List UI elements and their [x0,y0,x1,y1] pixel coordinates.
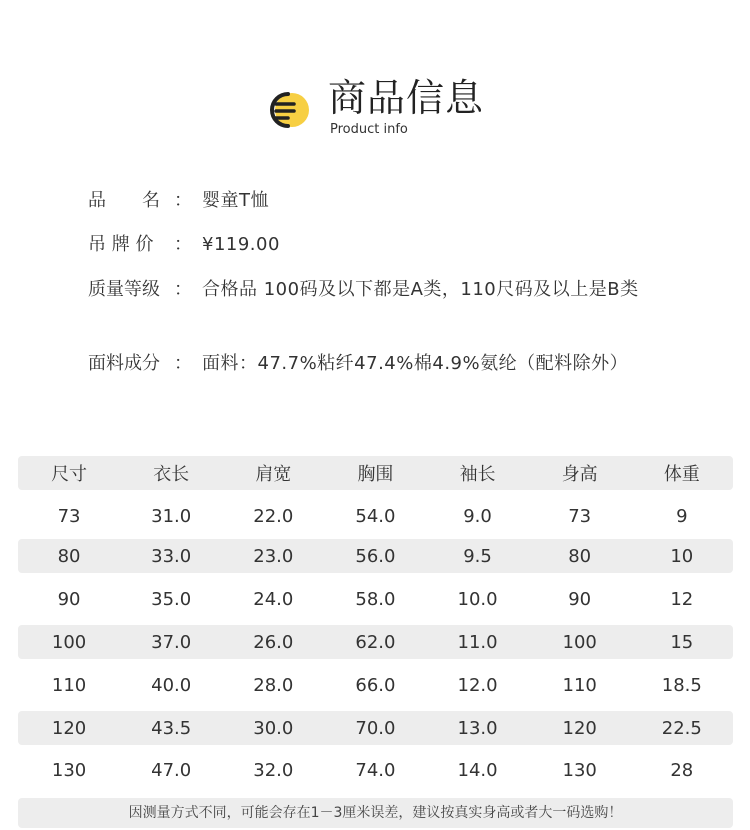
table-cell: 62.0 [355,631,396,653]
table-cell: 100 [51,631,87,653]
table-cell: 120 [51,717,87,739]
info-value: 婴童T恤 [202,190,269,211]
table-cell: 14.0 [457,759,498,781]
table-cell: 73 [57,505,81,527]
table-cell: 22.0 [253,505,294,527]
table-cell: 9.5 [463,545,492,567]
table-row [18,582,733,616]
column-header: 尺寸 [51,464,88,485]
table-row [18,668,733,702]
table-cell: 66.0 [355,674,396,696]
table-cell: 70.0 [355,717,396,739]
table-row [18,753,733,787]
table-cell: 73 [568,505,592,527]
table-cell: 28.0 [253,674,294,696]
column-header: 衣长 [153,464,190,485]
table-cell: 33.0 [151,545,192,567]
table-cell: 74.0 [355,759,396,781]
table-cell: 120 [562,717,597,739]
table-cell: 12 [670,588,694,610]
table-cell: 47.0 [151,759,192,781]
table-cell: 9 [676,505,688,527]
table-cell: 11.0 [457,631,498,653]
table-row [18,625,733,659]
table-cell: 80 [568,545,592,567]
info-colon: ： [174,234,192,255]
table-header-row [18,456,733,490]
table-cell: 43.5 [151,717,192,739]
measurement-note: 因测量方式不同，可能会存在1－3厘米误差，建议按真实身高或者大一码选购！ [18,798,733,828]
table-cell: 32.0 [253,759,294,781]
info-label: 吊 牌 价 [88,234,154,255]
table-cell: 40.0 [151,674,192,696]
table-cell: 10.0 [457,588,498,610]
info-colon: ： [174,353,192,374]
column-header: 体重 [663,464,700,485]
table-cell: 130 [562,759,597,781]
page-subtitle: Product info [330,122,408,137]
column-header: 肩宽 [255,464,292,485]
table-cell: 26.0 [253,631,294,653]
table-cell: 37.0 [151,631,192,653]
column-header: 身高 [561,464,598,485]
table-cell: 30.0 [253,717,294,739]
table-row [18,499,733,533]
table-cell: 13.0 [457,717,498,739]
table-cell: 58.0 [355,588,396,610]
table-cell: 80 [57,545,81,567]
info-value: 面料：47.7%粘纤47.4%棉4.9%氨纶（配料除外） [202,353,629,374]
page-title: 商品信息 [328,76,485,120]
table-cell: 28 [670,759,694,781]
table-cell: 35.0 [151,588,192,610]
table-cell: 31.0 [151,505,192,527]
table-cell: 15 [670,631,694,653]
info-value: 合格品 100码及以下都是A类，110尺码及以上是B类 [202,279,639,300]
table-cell: 22.5 [661,717,702,739]
table-cell: 24.0 [253,588,294,610]
table-cell: 54.0 [355,505,396,527]
table-row [18,711,733,745]
info-label: 品 名 [88,190,160,211]
document-lines-icon [262,88,312,132]
table-cell: 90 [568,588,592,610]
column-header: 袖长 [459,464,496,485]
table-cell: 110 [51,674,87,696]
column-header: 胸围 [357,464,394,485]
info-colon: ： [174,190,192,211]
table-cell: 100 [562,631,597,653]
table-cell: 9.0 [463,505,492,527]
table-cell: 56.0 [355,545,396,567]
info-label: 面料成分 [88,353,160,374]
table-cell: 90 [57,588,81,610]
table-cell: 12.0 [457,674,498,696]
table-row [18,539,733,573]
info-colon: ： [174,279,192,300]
info-label: 质量等级 [88,279,160,300]
table-cell: 10 [670,545,694,567]
info-value: ¥119.00 [202,234,280,255]
table-cell: 18.5 [661,674,702,696]
table-cell: 110 [562,674,597,696]
section-header [262,72,502,142]
table-cell: 23.0 [253,545,294,567]
table-cell: 130 [51,759,87,781]
